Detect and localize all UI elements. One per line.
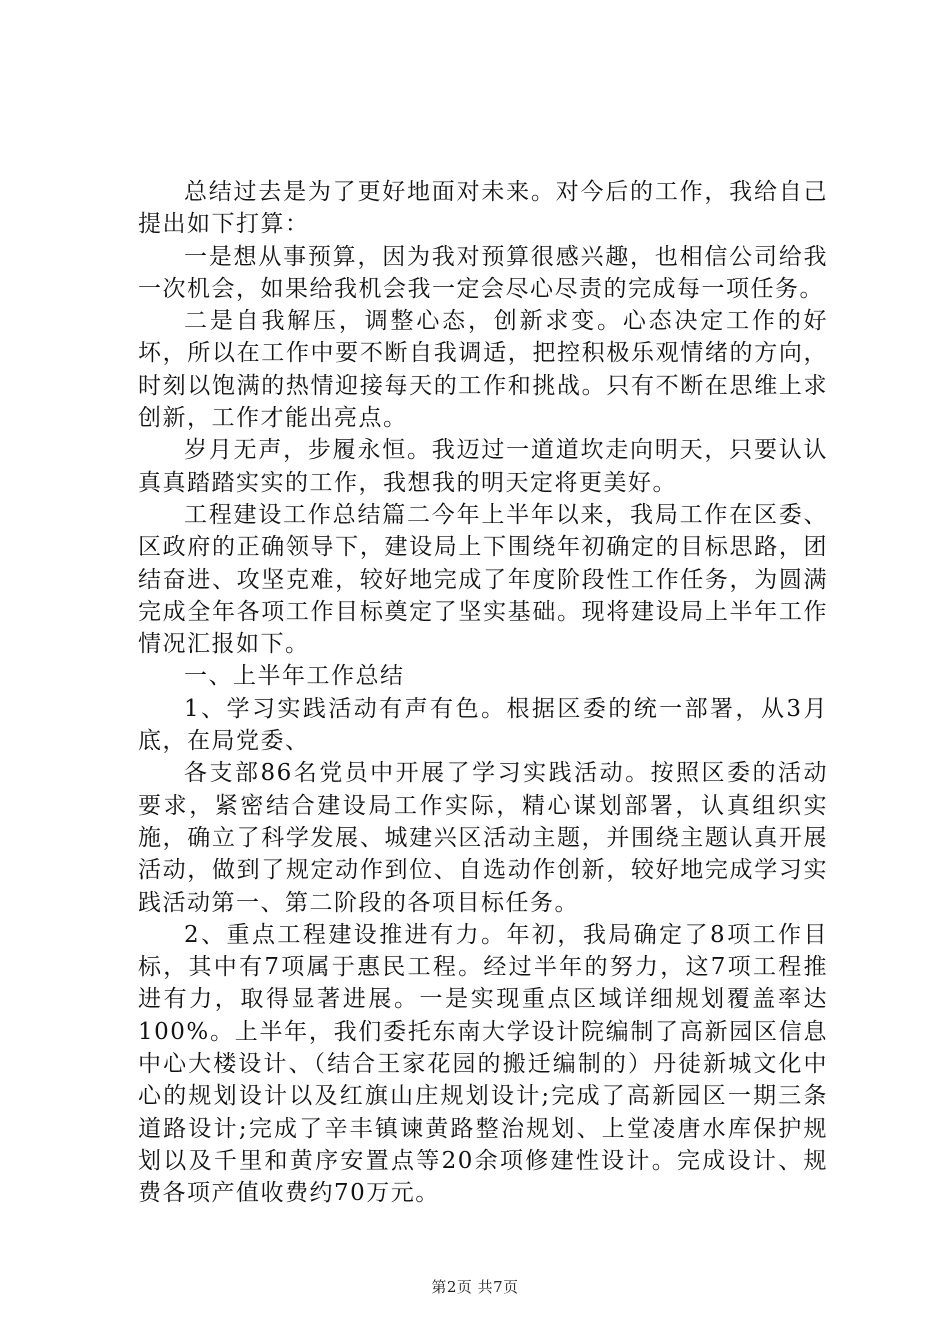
paragraph-closing: 岁月无声，步履永恒。我迈过一道道坎走向明天，只要认认真真踏踏实实的工作，我想我的明天定将更美好。 bbox=[138, 437, 828, 496]
paragraph-summary-intro: 总结过去是为了更好地面对未来。对今后的工作，我给自己提出如下打算： bbox=[138, 179, 828, 238]
document-body bbox=[138, 176, 828, 1210]
paragraph-item-1: 1、学习实践活动有声有色。根据区委的统一部署，从3月底，在局党委、 bbox=[138, 695, 828, 755]
paragraph-plan-one: 一是想从事预算，因为我对预算很感兴趣，也相信公司给我一次机会，如果给我机会我一定会尽心尽责的完成每一项任务。 bbox=[138, 243, 828, 302]
paragraph-plan-two: 二是自我解压，调整心态，创新求变。心态决定工作的好坏，所以在工作中要不断自我调适，把控积极乐观情绪的方向，时刻以饱满的热情迎接每天的工作和挑战。只有不断在思维上求创新，工作才能出亮点。 bbox=[138, 308, 828, 432]
section-heading-first-half-summary: 一、上半年工作总结 bbox=[184, 663, 405, 690]
paragraph-item-2: 2、重点工程建设推进有力。年初，我局确定了8项工作目标，其中有7项属于惠民工程。经过半年的努力，这7项工程推进有力，取得显著进展。一是实现重点区域详细规划覆盖率达100%。上半年，我们委托东南大学设计院编制了高新园区信息中心大楼设计、（结合王家花园的搬迁编制的）丹徒新城文化中心的规划设计以及红旗山庄规划设计;完成了高新园区一期三条道路设计;完成了辛丰镇谏黄路整治规划、上堂凌唐水库保护规划以及千里和黄序安置点等20余项修建性设计。完成设计、规费各项产值收费约70万元。 bbox=[138, 921, 828, 1207]
paragraph-item-1-continued: 各支部86名党员中开展了学习实践活动。按照区委的活动要求，紧密结合建设局工作实际，精心谋划部署，认真组织实施，确立了科学发展、城建兴区活动主题，并围绕主题认真开展活动，做到了规定动作到位、自选动作创新，较好地完成学习实践活动第一、第二阶段的各项目标任务。 bbox=[138, 760, 828, 916]
page-footer: 第2页 共7页 bbox=[431, 1278, 519, 1296]
paragraph-article-two-intro: 工程建设工作总结篇二今年上半年以来，我局工作在区委、区政府的正确领导下，建设局上下围绕年初确定的目标思路，团结奋进、攻坚克难，较好地完成了年度阶段性工作任务，为圆满完成全年各项工作目标奠定了坚实基础。现将建设局上半年工作情况汇报如下。 bbox=[138, 501, 828, 658]
